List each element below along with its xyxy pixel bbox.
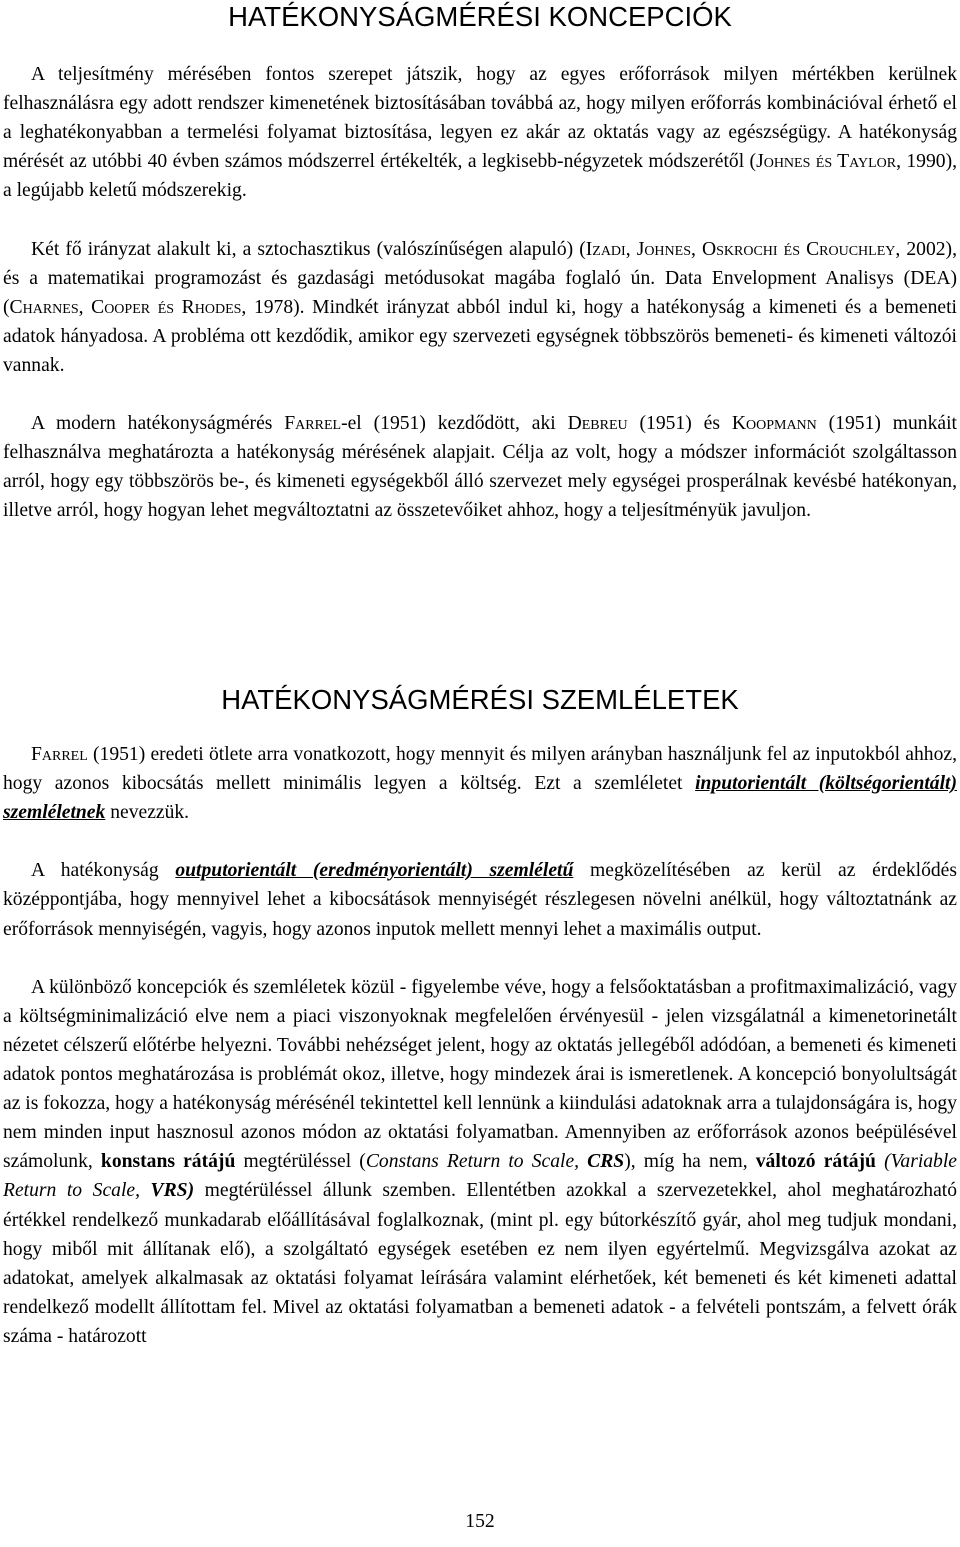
emphasis-term: inputorientált (költségorientált) szemléletnek <box>3 773 958 824</box>
paragraph-2: Két fő irányzat alakult ki, a sztochasztikus (valószínűségen alapuló) (Izadi, Johnes, Oskrochi és Crouchley, 2002), és a matematikai programozást és gazdasági metódusokat magába foglaló ún. Data Envelopment Analisys (DEA) (Charnes, Cooper és Rhodes, 1978). Mindkét irányzat abból indul ki, hogy a hatékonyság a kimeneti és a bemeneti adatok hányadosa. A probléma ott kezdődik, amikor egy szervezeti egységnek többszörös bemeneti- és kimeneti változói vannak. <box>3 238 957 376</box>
page-number: 152 <box>465 1511 495 1532</box>
section-views <box>3 740 957 1351</box>
citation: Izadi, Johnes, Oskrochi és Crouchley <box>585 238 896 260</box>
section-heading-views: HATÉKONYSÁGMÉRÉSI SZEMLÉLETEK <box>221 684 739 715</box>
abbreviation: CRS <box>587 1151 625 1173</box>
paragraph-6: A különböző koncepciók és szemléletek közül - figyelembe véve, hogy a felsőoktatásban a profitmaximalizáció, vagy a költségminimalizáció elve nem a piaci viszonyoknak megfelelően érvényesül - jelen vizsgálatnál a kimenetorinetált nézetet célszerű előtérbe helyezni. További nehézséget jelent, hogy az oktatás jellegéből adódóan, a bemeneti és kimeneti adatok pontos meghatározása is problémát okoz, illetve, hogy mindezek árai is ismeretlenek. A koncepció bonyolultságát az is fokozza, hogy a hatékonyság mérésénél tekintettel kell lennünk a kiindulási adatoknak arra a tulajdonságára is, hogy nem minden input hasznosul azonos módon az oktatási folyamatban. Amennyiben az erőforrások azonos beépülésével számolunk, konstans rátájú megtérüléssel (Constans Return to Scale, CRS), míg ha nem, változó rátájú (Variable Return to Scale, VRS) megtérüléssel állunk szemben. Ellentétben azokkal a szervezetekkel, ahol meghatározható értékkel rendelkező munkadarab előállításával foglalkoznak, (mint pl. egy bútorkészítő gyár, ahol meg tudjuk mondani, hogy miből mit állítanak elő), a szolgáltató egységek esetében ez nem ilyen egyértelmű. Megvizsgálva azokat az adatokat, amelyek alkalmasak az oktatási folyamat leírására valamint elérhetőek, két bemeneti és két kimeneti adattal rendelkező modellt állítottam fel. Mivel az oktatási folyamatban a bemeneti adatok - a felvételi pontszám, a felvett órák száma - határozott <box>3 976 958 1347</box>
section-concepts <box>3 60 957 526</box>
citation: Farrel <box>284 413 342 435</box>
bold-term: konstans rátájú <box>100 1151 236 1173</box>
paragraph-5: A hatékonyság outputorientált (eredményorientált) szemléletű megközelítésében az kerül az érdeklődés középpontjába, hogy mennyivel lehet a kibocsátások mennyiségét részlegesen növelni anélkül, hogy változtatnánk az erőforrások mennyiségén, vagyis, hogy azonos inputok mellett mennyi lehet a maximális output. <box>3 860 957 940</box>
paragraph-1: A teljesítmény mérésében fontos szerepet játszik, hogy az egyes erőforrások milyen mértékben kerülnek felhasználásra egy adott rendszer kimenetének biztosításában továbbá az, hogy milyen erőforrás kombinációval érhető el a leghatékonyabban a termelési folyamat biztosítása, legyen ez akár az oktatás vagy az egészségügy. A hatékonyság mérését az utóbbi 40 évben számos módszerrel értékelték, a legkisebb-négyzetek módszerétől (Johnes és Taylor, 1990), a legújabb keletű módszerekig. <box>3 64 957 202</box>
citation: Debreu <box>567 413 628 435</box>
citation: Koopmann <box>731 413 817 435</box>
citation: Johnes és Taylor <box>756 151 897 173</box>
paragraph-4: Farrel (1951) eredeti ötlete arra vonatkozott, hogy mennyit és milyen arányban használjunk fel az inputokból ahhoz, hogy azonos kibocsátás mellett minimális legyen a költség. Ezt a szemléletet inputorientált (költségorientált) szemléletnek nevezzük. <box>3 744 958 824</box>
emphasis-term: outputorientált (eredményorientált) szemléletű <box>175 860 574 882</box>
paragraph-3: A modern hatékonyságmérés Farrel-el (1951) kezdődött, aki Debreu (1951) és Koopmann (1951) munkáit felhasználva meghatározta a hatékonyság mérésének alapjait. Célja az volt, hogy a módszer információt szolgáltasson arról, hogy egy többszörös be-, és kimeneti egységekből álló szervezet mely egységei prosperálnak kevésbé hatékonyan, illetve arról, hogy hogyan lehet megváltoztatni az összetevőiket ahhoz, hogy a teljesítményük javuljon. <box>3 413 957 522</box>
abbreviation: VRS) <box>150 1180 195 1202</box>
citation: Farrel <box>31 744 88 765</box>
section-heading-concepts: HATÉKONYSÁGMÉRÉSI KONCEPCIÓK <box>228 1 732 32</box>
citation: Charnes, Cooper és Rhodes <box>9 296 242 318</box>
bold-term: változó rátájú <box>755 1151 876 1173</box>
